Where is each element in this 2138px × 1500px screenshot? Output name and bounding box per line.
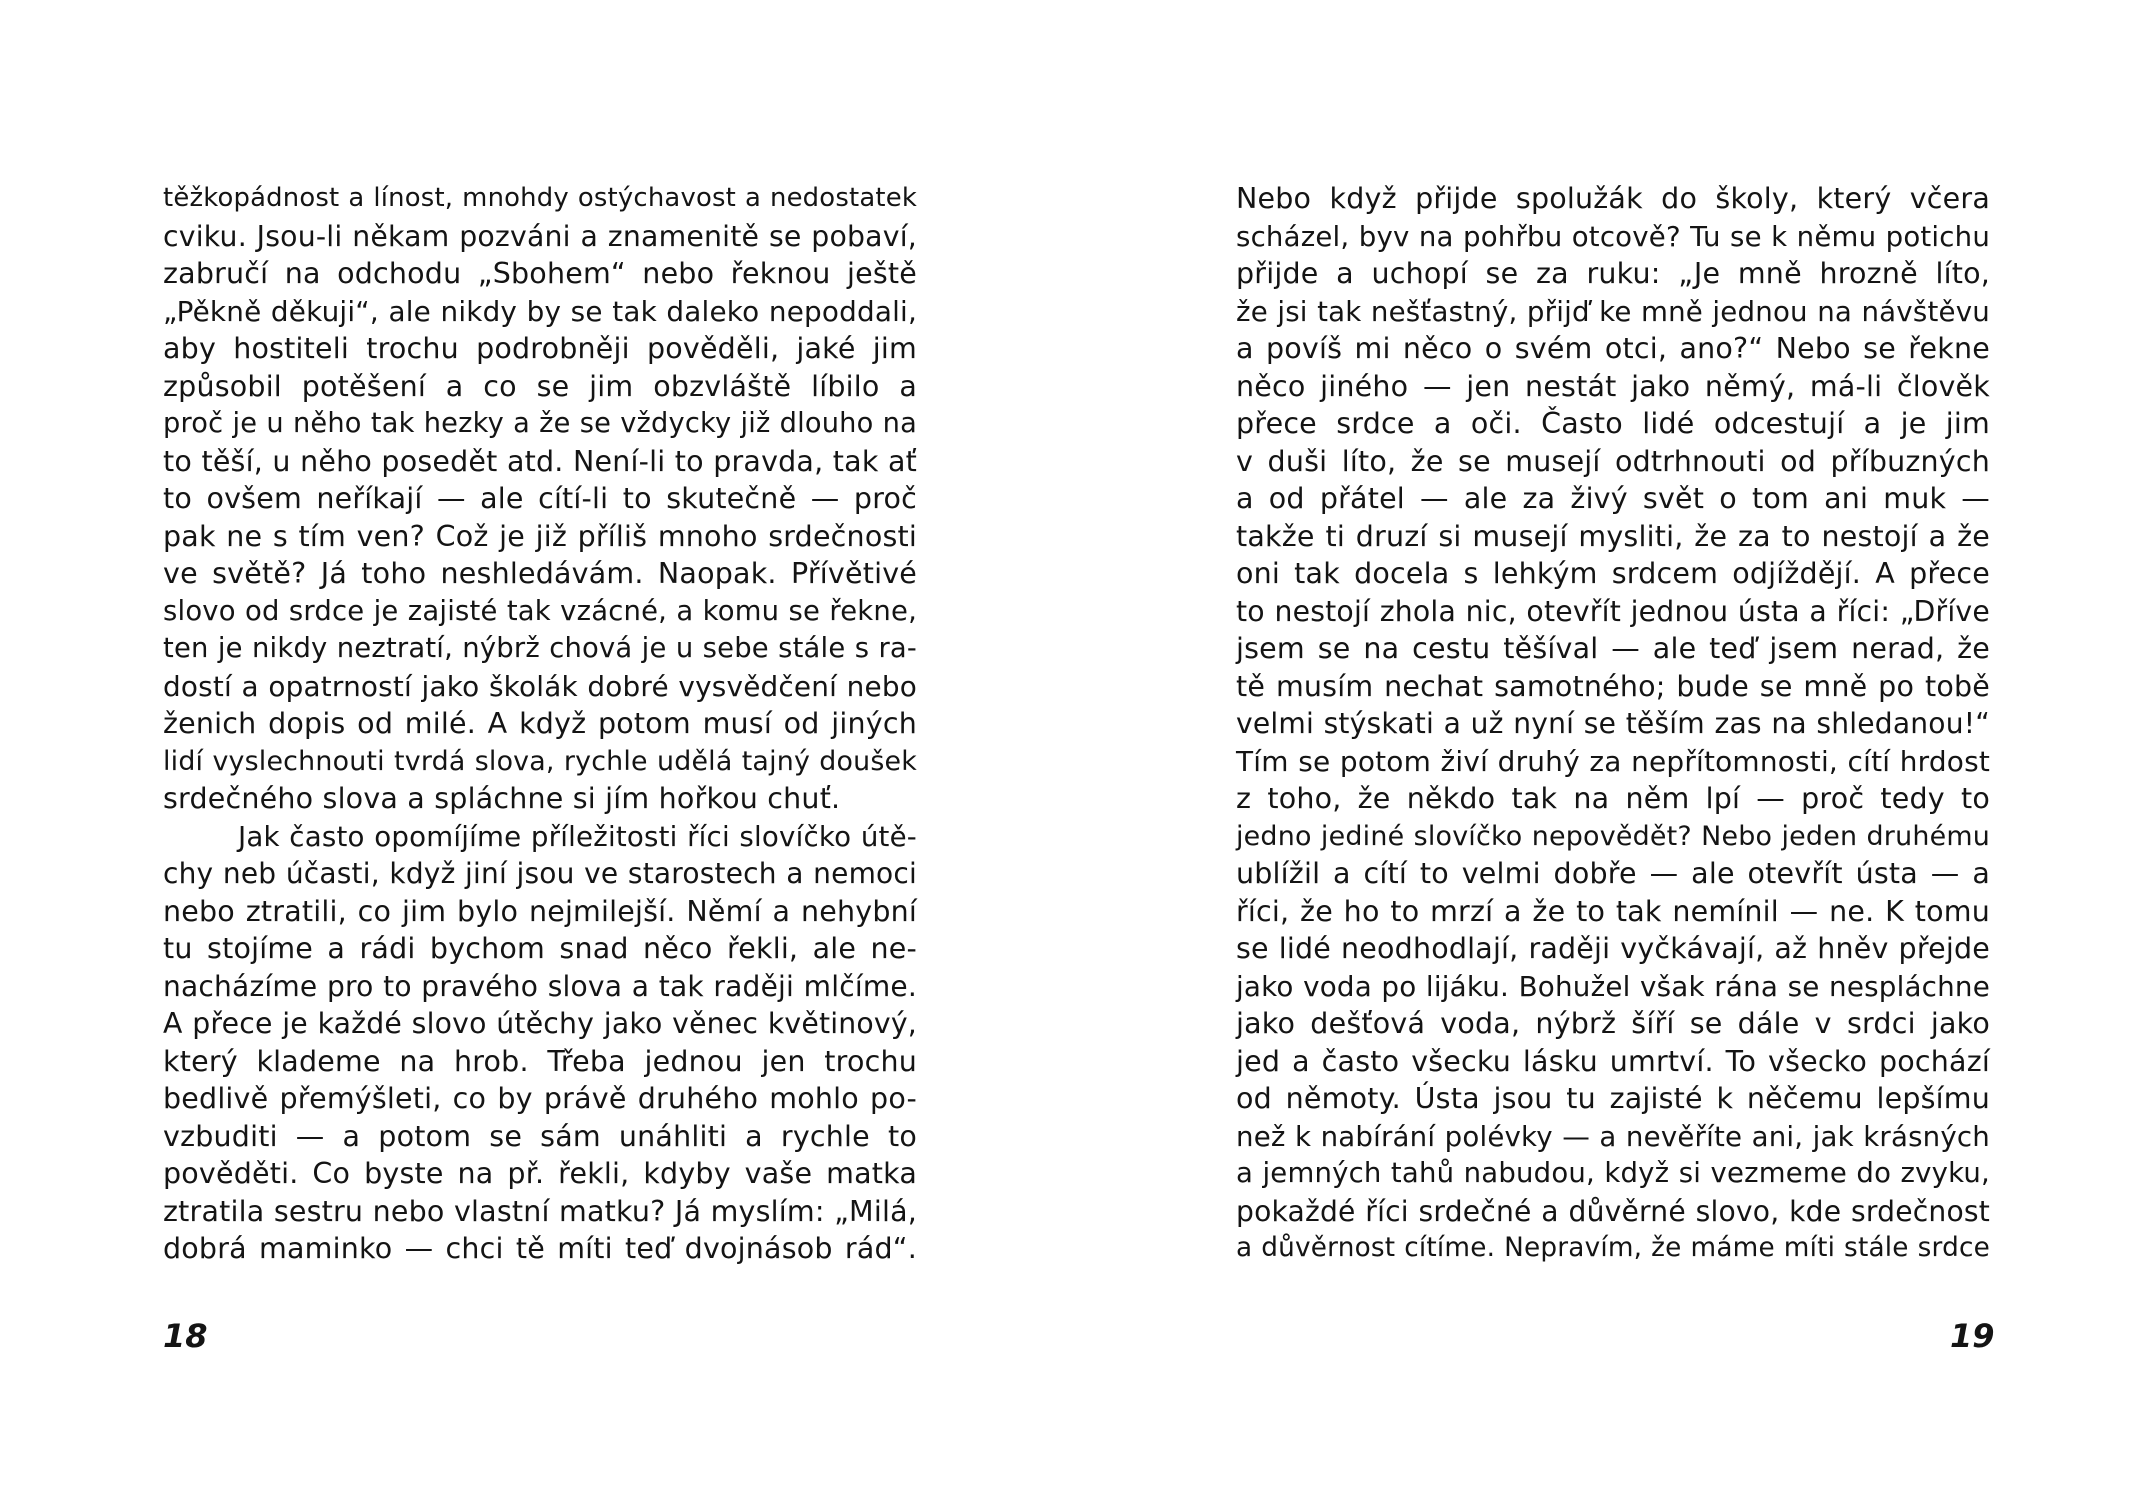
text-line: ve světě? Já toho neshledávám. Naopak. Přívětivé (163, 557, 917, 590)
text-line: než k nabírání polévky — a nevěříte ani, jak krásných (1236, 1119, 1990, 1153)
text-line: scházel, byv na pohřbu otcově? Tu se k němu potichu (1236, 219, 1990, 253)
text-line: dostí a opatrností jako školák dobré vysvědčení nebo (163, 669, 917, 703)
text-line: jako voda po lijáku. Bohužel však rána se nespláchne (1236, 969, 1990, 1003)
text-line: bedlivě přemýšleti, co by právě druhého mohlo po- (163, 1082, 917, 1115)
text-line: to nestojí zhola nic, otevřít jednou ústa a říci: „Dříve (1236, 594, 1990, 628)
text-line: v duši líto, že se musejí odtrhnouti od příbuzných (1236, 444, 1990, 478)
text-line: od němoty. Ústa jsou tu zajisté k něčemu lepšímu (1236, 1082, 1990, 1115)
text-line: přece srdce a oči. Často lidé odcestují a je jim (1236, 407, 1990, 440)
text-line: dobrá maminko — chci tě míti teď dvojnásob rád“. (163, 1232, 917, 1265)
text-line: pověděti. Co byste na př. řekli, kdyby vaše matka (163, 1157, 917, 1190)
text-line: a jemných tahů nabudou, když si vezmeme do zvyku, (1236, 1157, 1990, 1189)
text-line: lidí vyslechnouti tvrdá slova, rychle udělá tajný doušek (163, 745, 917, 777)
text-line: proč je u něho tak hezky a že se vždycky již dlouho na (163, 408, 917, 439)
text-line: přijde a uchopí se za ruku: „Je mně hrozně líto, (1236, 257, 1990, 290)
text-line: slovo od srdce je zajisté tak vzácné, a komu se řekne, (163, 595, 917, 627)
text-line: způsobil potěšení a co se jim obzvláště líbilo a (163, 369, 917, 403)
text-line: cviku. Jsou-li někam pozváni a znamenitě se pobaví, (163, 219, 917, 253)
text-line: „Pěkně děkuji“, ale nikdy by se tak daleko nepoddali, (163, 294, 917, 328)
text-line: něco jiného — jen nestát jako němý, má-li člověk (1236, 369, 1990, 403)
page-number-right: 19 (1950, 1317, 1995, 1355)
text-line: srdečného slova a spláchne si jím hořkou chuť. (163, 782, 841, 815)
text-line: jedno jediné slovíčko nepovědět? Nebo jeden druhému (1236, 820, 1990, 852)
text-line: a důvěrnost cítíme. Nepravím, že máme míti stále srdce (1236, 1233, 1990, 1263)
page-number-left: 18 (163, 1317, 208, 1355)
text-line: takže ti druzí si musejí mysliti, že za to nestojí a že (1236, 519, 1990, 553)
text-line: to těší, u něho posedět atd. Není-li to pravda, tak ať (163, 444, 917, 478)
text-line: nacházíme pro to pravého slova a tak raději mlčíme. (163, 969, 917, 1003)
text-line: zabručí na odchodu „Sbohem“ nebo řeknou ještě (163, 257, 917, 290)
text-line: to ovšem neříkají — ale cítí-li to skutečně — proč (163, 482, 917, 515)
right-page-text (1236, 180, 1990, 1268)
text-line: těžkopádnost a línost, mnohdy ostýchavost a nedostatek (163, 183, 917, 213)
left-page-text (163, 180, 917, 1268)
text-line: oni tak docela s lehkým srdcem odjíždějí. A přece (1236, 557, 1990, 590)
text-line: velmi stýskati a už nyní se těším zas na shledanou!“ (1236, 707, 1990, 740)
text-line: vzbuditi — a potom se sám unáhliti a rychle to (163, 1119, 917, 1153)
text-line: a povíš mi něco o svém otci, ano?“ Nebo se řekne (1236, 332, 1990, 365)
text-line: tu stojíme a rádi bychom snad něco řekli, ale ne- (163, 932, 917, 965)
text-line: se lidé neodhodlají, raději vyčkávají, až hněv přejde (1236, 932, 1990, 965)
text-line: tě musím nechat samotného; bude se mně po tobě (1236, 669, 1990, 703)
text-line: ublížil a cítí to velmi dobře — ale otevřít ústa — a (1236, 857, 1990, 890)
text-line: aby hostiteli trochu podrobněji pověděli, jaké jim (163, 332, 917, 365)
text-line: říci, že ho to mrzí a že to tak nemínil — ne. K tomu (1236, 894, 1990, 928)
text-line: chy neb účasti, když jiní jsou ve starostech a nemoci (163, 857, 917, 890)
text-line: že jsi tak nešťastný, přijď ke mně jednou na návštěvu (1236, 294, 1990, 328)
text-line: pokaždé říci srdečné a důvěrné slovo, kde srdečnost (1236, 1194, 1990, 1228)
text-line: Jak často opomíjíme příležitosti říci slovíčko útě- (238, 819, 917, 853)
text-line: nebo ztratili, co jim bylo nejmilejší. Němí a nehybní (163, 894, 917, 928)
text-line: z toho, že někdo tak na něm lpí — proč tedy to (1236, 782, 1990, 815)
text-line: A přece je každé slovo útěchy jako věnec květinový, (163, 1007, 917, 1040)
text-line: ten je nikdy neztratí, nýbrž chová je u sebe stále s ra- (163, 633, 917, 664)
text-line: který klademe na hrob. Třeba jednou jen trochu (163, 1044, 917, 1078)
text-line: pak ne s tím ven? Což je již příliš mnoho srdečnosti (163, 519, 917, 553)
text-line: jsem se na cestu těšíval — ale teď jsem nerad, že (1236, 632, 1990, 665)
text-line: Tím se potom živí druhý za nepřítomnosti, cítí hrdost (1236, 744, 1990, 778)
text-line: jed a často všecku lásku umrtví. To všecko pochází (1236, 1044, 1990, 1078)
text-line: jako dešťová voda, nýbrž šíří se dále v srdci jako (1236, 1007, 1990, 1040)
text-line: ženich dopis od milé. A když potom musí od jiných (163, 707, 917, 740)
text-line: a od přátel — ale za živý svět o tom ani muk — (1236, 482, 1990, 515)
text-line: Nebo když přijde spolužák do školy, který včera (1236, 182, 1990, 215)
text-line: ztratila sestru nebo vlastní matku? Já myslím: „Milá, (163, 1194, 917, 1228)
